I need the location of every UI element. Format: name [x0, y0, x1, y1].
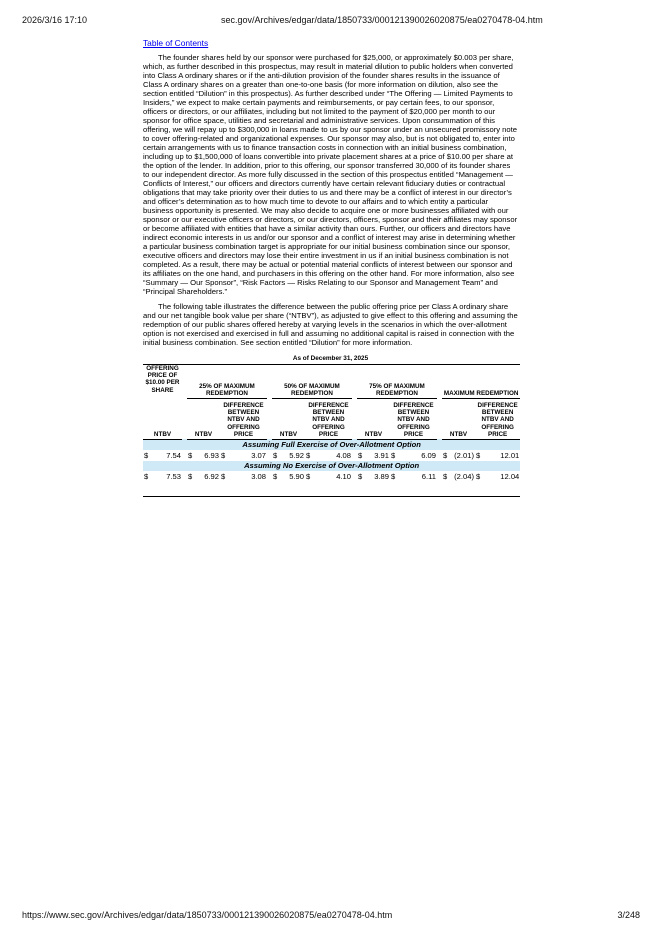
group-header-50: 50% OF MAXIMUM REDEMPTION	[272, 365, 352, 399]
currency-symbol: $	[188, 450, 193, 460]
table-group-header-row	[143, 365, 520, 399]
header-url: sec.gov/Archives/edgar/data/1850733/000121390026020875/ea0270478-04.htm	[221, 15, 543, 25]
currency-symbol: $	[144, 471, 149, 481]
currency-symbol: $	[476, 471, 481, 481]
cell-r50-ntbv: 5.90	[289, 471, 304, 481]
currency-symbol: $	[358, 450, 363, 460]
section-band-no-exercise	[143, 461, 520, 471]
group-header-75: 75% OF MAXIMUM REDEMPTION	[357, 365, 437, 399]
cell-max-diff: 12.01	[500, 450, 520, 460]
group-header-max: MAXIMUM REDEMPTION	[442, 365, 520, 399]
page-number: 3/248	[617, 910, 640, 920]
sub-header-ntbv: NTBV	[143, 398, 182, 439]
section-label: Assuming No Exercise of Over-Allotment Option	[143, 461, 520, 471]
cell-r75-ntbv: 3.91	[374, 450, 389, 460]
currency-symbol: $	[443, 471, 448, 481]
cell-r25-ntbv: 6.93	[204, 450, 219, 460]
currency-symbol: $	[221, 471, 226, 481]
group-header-25: 25% OF MAXIMUM REDEMPTION	[187, 365, 267, 399]
currency-symbol: $	[273, 471, 278, 481]
currency-symbol: $	[188, 471, 193, 481]
paragraph-sponsor-conflicts: The founder shares held by our sponsor were purchased for $25,000, or approximately $0.003 per share, which, as further described in this prospectus, may result in material dilution to public holders when converted into Class A ordinary shares or if the anti-dilution provision of the founder shares results in the issuance of Class A ordinary shares on a greater than one-to-one basis (for more information on dilution, also see the section entitled “Dilution” in this prospectus). As further described under “The Offering — Limited Payments to Insiders,” we expect to make certain payments and reimbursements, or pay certain fees, to our sponsor, officers or directors, or our affiliates, including but not limited to the payment of $20,000 per month to our sponsor for office space, utilities and secretarial and administrative services. Upon consummation of this offering, we will repay up to $300,000 in loans made to us by our sponsor under an unsecured promissory note to cover offering-related and organizational expenses. Our sponsor may also, but is not obligated to, enter into certain arrangements with us to finance transaction costs in connection with an initial business combination, including up to $1,500,000 of loans convertible into private placement shares at a price of $10.00 per share at the option of the lender. In addition, prior to this offering, our sponsor transferred 30,000 of its founder shares to our independent director. As more fully discussed in the section of this prospectus entitled “Management — Conflicts of Interest,” our officers and directors currently have certain relevant fiduciary duties or contractual obligations that may take priority over their duties to us and there may be a conflict of interest in our director’s and officer’s determination as to how much time to devote to our affairs and to which entity a particular business opportunity is presented. We may also decide to acquire one or more businesses affiliated with our sponsor or our executive officers or directors, or our directors, officers, sponsor and their affiliates may sponsor or become affiliated with entities that have a similar activity than ours. Further, our officers and directors have indirect economic interests in us and/or our sponsor and a conflict of interest may arise in determining whether a particular business combination target is appropriate for our initial business combination since our sponsor, executive officers and directors may lose their entire investment in us if an initial business combination is not completed. As a result, there may be actual or potential material conflicts of interest between our sponsor and its affiliates on the one hand, and purchasers in this offering on the other hand. For more information, also see “Summary — Our Sponsor”, “Risk Factors — Risks Relating to our Sponsor and Management Team” and “Principal Shareholders.”	[143, 53, 518, 297]
sub-header-ntbv: NTBV	[357, 398, 390, 439]
cell-max-ntbv: (2.04)	[454, 471, 474, 481]
sub-header-ntbv: NTBV	[442, 398, 475, 439]
section-label: Assuming Full Exercise of Over-Allotment Option	[143, 439, 520, 450]
currency-symbol: $	[306, 471, 311, 481]
currency-symbol: $	[221, 450, 226, 460]
currency-symbol: $	[273, 450, 278, 460]
table-row	[143, 471, 520, 482]
cell-r50-diff: 4.08	[336, 450, 351, 460]
table-of-contents-link[interactable]: Table of Contents	[143, 38, 209, 48]
cell-r50-diff: 4.10	[336, 471, 351, 481]
cell-offering-ntbv: 7.53	[166, 471, 181, 481]
cell-offering-ntbv: 7.54	[166, 450, 181, 460]
currency-symbol: $	[391, 471, 396, 481]
table-title: As of December 31, 2025	[292, 354, 369, 362]
cell-r50-ntbv: 5.92	[289, 450, 304, 460]
document-content	[143, 38, 518, 497]
table-row	[143, 450, 520, 461]
cell-r75-diff: 6.09	[421, 450, 436, 460]
footer-url: https://www.sec.gov/Archives/edgar/data/1850733/000121390026020875/ea0270478-04.htm	[22, 910, 393, 920]
cell-r25-diff: 3.07	[251, 450, 266, 460]
sub-header-ntbv: NTBV	[187, 398, 220, 439]
print-datetime: 2026/3/16 17:10	[22, 15, 88, 25]
sub-header-difference: DIFFERENCE BETWEEN NTBV AND OFFERING PRICE	[305, 398, 352, 439]
sub-header-difference: DIFFERENCE BETWEEN NTBV AND OFFERING PRICE	[220, 398, 267, 439]
cell-r75-diff: 6.11	[421, 471, 436, 481]
currency-symbol: $	[391, 450, 396, 460]
paragraph-ntbv-intro: The following table illustrates the difference between the public offering price per Class A ordinary share and our net tangible book value per share (“NTBV”), as adjusted to give effect to this offering and assuming the redemption of our public shares offered hereby at varying levels in the scenarios in which the over-allotment option is not exercised and exercised in full and assuming no additional capital is raised in connection with the initial business combination. See section entitled “Dilution” for more information.	[143, 302, 518, 348]
currency-symbol: $	[144, 450, 149, 460]
cell-max-diff: 12.04	[500, 471, 520, 481]
currency-symbol: $	[358, 471, 363, 481]
currency-symbol: $	[443, 450, 448, 460]
offering-price-header: OFFERING PRICE OF $10.00 PER SHARE	[145, 364, 180, 394]
cell-r75-ntbv: 3.89	[374, 471, 389, 481]
cell-r25-ntbv: 6.92	[204, 471, 219, 481]
section-band-full-exercise	[143, 439, 520, 450]
sub-header-difference: DIFFERENCE BETWEEN NTBV AND OFFERING PRICE	[475, 398, 520, 439]
currency-symbol: $	[306, 450, 311, 460]
cell-r25-diff: 3.08	[251, 471, 266, 481]
currency-symbol: $	[476, 450, 481, 460]
table-sub-header-row	[143, 398, 520, 439]
cell-max-ntbv: (2.01)	[454, 450, 474, 460]
ntbv-dilution-table	[143, 364, 520, 497]
sub-header-ntbv: NTBV	[272, 398, 305, 439]
sub-header-difference: DIFFERENCE BETWEEN NTBV AND OFFERING PRICE	[390, 398, 437, 439]
